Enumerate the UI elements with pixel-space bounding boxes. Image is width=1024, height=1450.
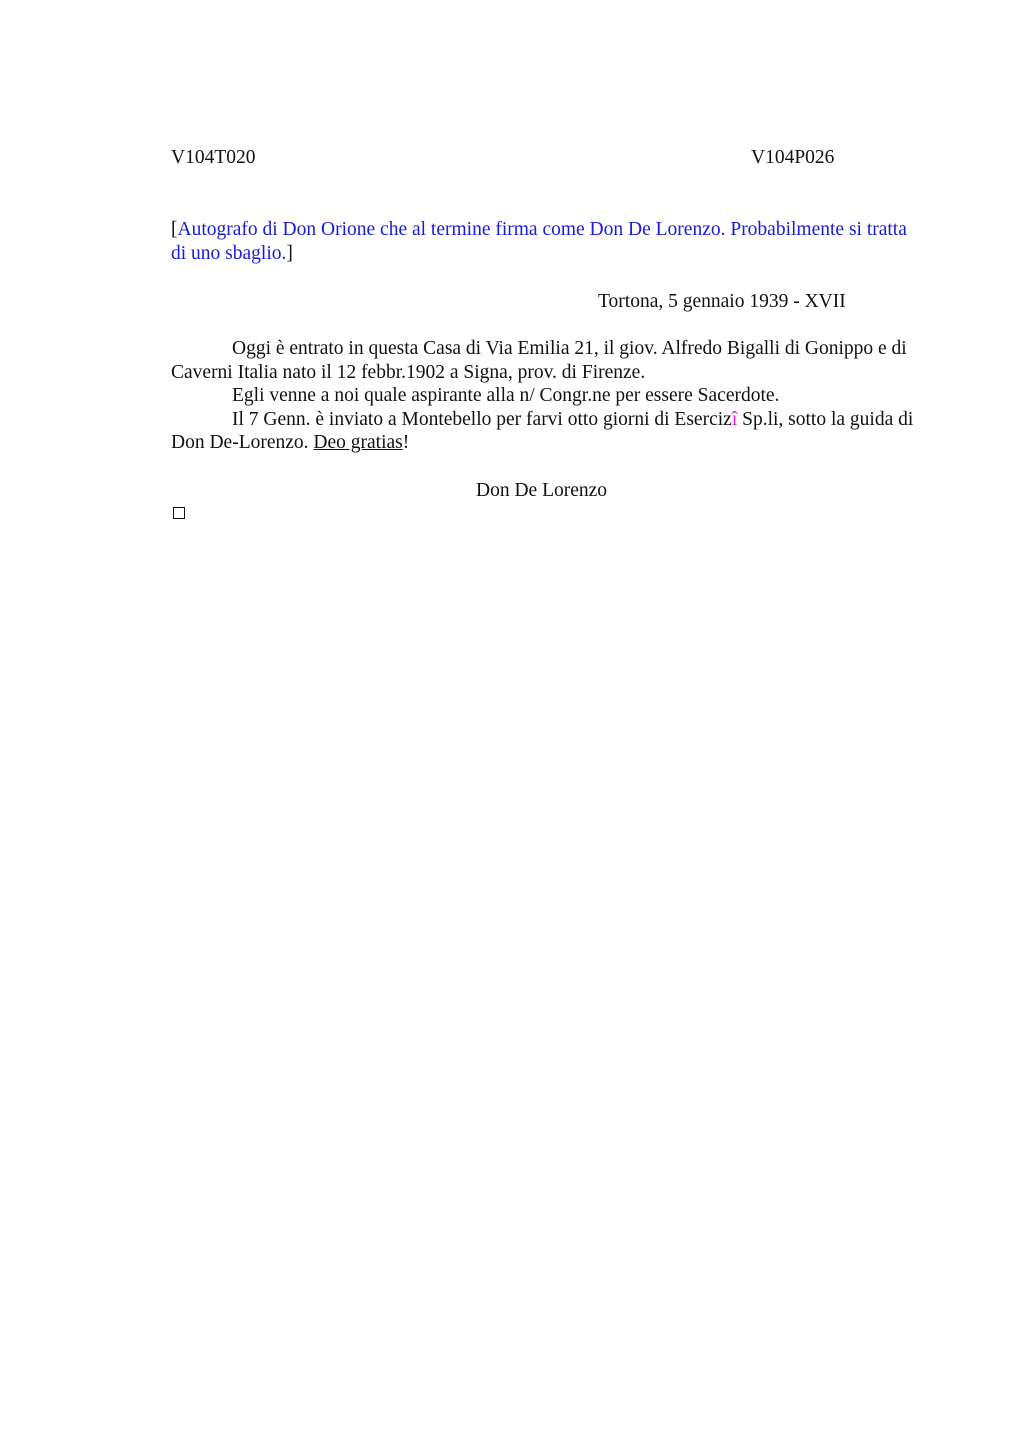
editorial-mark: î: [731, 408, 738, 430]
letter-body: [171, 337, 921, 455]
note-open-bracket: [: [171, 219, 178, 240]
paragraph-3-text-middle: Sp.li, sotto la guida di Don De-Lorenzo.: [171, 408, 914, 453]
paragraph-3: [171, 408, 921, 455]
paragraph-2: Egli venne a noi quale aspirante alla n/ Congr.ne per essere Sacerdote.: [232, 385, 780, 406]
underlined-phrase: Deo gratias: [313, 432, 403, 453]
note-text: Autografo di Don Orione che al termine firma come Don De Lorenzo. Probabilmente si tratta di uno sbaglio.: [171, 219, 907, 264]
document-code-right: V104P026: [751, 147, 835, 168]
editorial-note: [171, 218, 916, 266]
signature: Don De Lorenzo: [476, 480, 608, 501]
empty-box-icon: [173, 507, 185, 519]
document-code-left: V104T020: [171, 147, 256, 168]
date-line: Tortona, 5 gennaio 1939 - XVII: [598, 291, 846, 312]
note-close-bracket: ]: [286, 243, 293, 264]
paragraph-3-text-start: Il 7 Genn. è inviato a Montebello per farvi otto giorni di Eserciz: [232, 408, 732, 430]
paragraph-1: Oggi è entrato in questa Casa di Via Emilia 21, il giov. Alfredo Bigalli di Gonippo e di Caverni Italia nato il 12 febbr.1902 a Signa, prov. di Firenze.: [171, 338, 907, 383]
paragraph-3-text-end: !: [402, 432, 410, 453]
